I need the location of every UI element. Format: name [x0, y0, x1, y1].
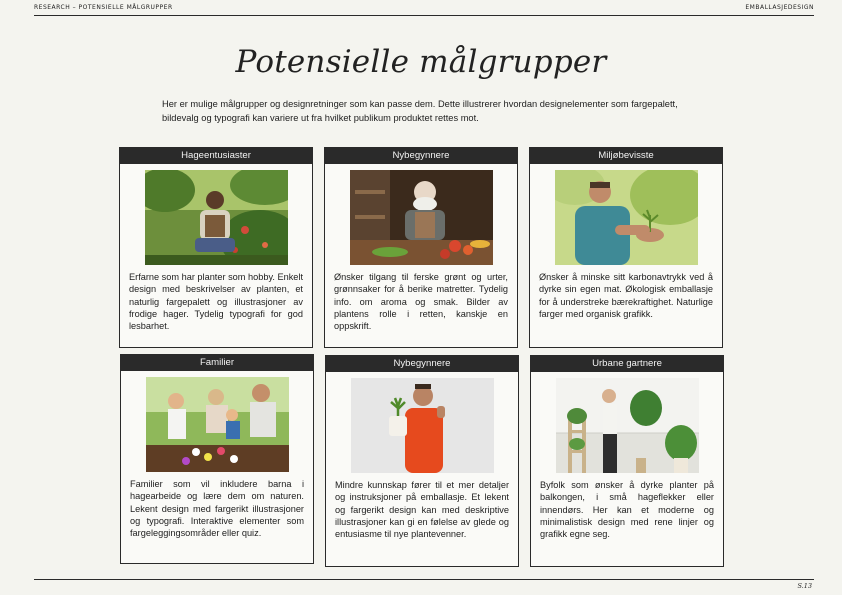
card-nybegynnere-1	[324, 147, 518, 348]
card-description: Mindre kunnskap fører til et mer detaljer og instruksjoner på emballasje. Et lekent og fargerikt design kan med deskriptive illustrasjoner kan gi en følelse av glede og entusiasme til nye plantevenner.	[335, 480, 509, 540]
card-title: Hageentusiaster	[120, 148, 312, 164]
card-title: Miljøbevisste	[530, 148, 722, 164]
cook-photo	[350, 170, 493, 265]
page-number: S.13	[797, 582, 812, 590]
urban-gardener-photo	[556, 378, 699, 473]
card-title: Urbane gartnere	[531, 356, 723, 372]
card-nybegynnere-2	[325, 355, 519, 567]
card-description: Ønsker tilgang til ferske grønt og urter, grønnsaker for å berike matretter. Tydelig info. om aroma og smak. Bilder av plantens rolle i retten, kanskje en oppskrift.	[334, 272, 508, 332]
intro-paragraph: Her er mulige målgrupper og designretninger som kan passe dem. Dette illustrerer hvordan designelementer som fargepalett, bildevalg og typografi kan variere ut fra hvilket publikum produktet rettes mot.	[162, 99, 678, 123]
card-urbane-gartnere	[530, 355, 724, 567]
page-title: Potensielle målgrupper	[235, 44, 607, 80]
gardener-photo	[145, 170, 288, 265]
card-familier	[120, 354, 314, 564]
man-holding-pot-photo	[351, 378, 494, 473]
family-garden-photo	[146, 377, 289, 472]
running-header	[34, 4, 814, 11]
card-description: Erfarne som har planter som hobby. Enkelt design med beskrivelser av planten, et naturlig fargepalett og illustrasjoner av frodige hager. Tydelig typografi for god lesbarhet.	[129, 272, 303, 332]
card-description: Byfolk som ønsker å dyrke planter på balkongen, i små hageflekker eller innendørs. Her kan et moderne og minimalistisk design med rene linjer og grafikk egne seg.	[540, 480, 714, 540]
card-miljobevisste	[529, 147, 723, 348]
top-rule	[34, 15, 814, 16]
card-hageentusiaster	[119, 147, 313, 348]
card-description: Familier som vil inkludere barna i hagearbeide og lære dem om naturen. Lekent design med fargerikt illustrasjoner og typografi. Interaktive elementer som fargeleggingsområder eller quiz.	[130, 479, 304, 539]
header-left: RESEARCH – POTENSIELLE MÅLGRUPPER	[34, 4, 173, 11]
card-title: Familier	[121, 355, 313, 371]
card-title: Nybegynnere	[326, 356, 518, 372]
card-title: Nybegynnere	[325, 148, 517, 164]
man-with-plant-photo	[555, 170, 698, 265]
header-right: EMBALLASJEDESIGN	[745, 4, 814, 11]
bottom-rule	[34, 579, 814, 580]
card-description: Ønsker å minske sitt karbonavtrykk ved å dyrke sin egen mat. Økologisk emballasje for å understreke bærekraftighet. Naturlige farger med organisk grafikk.	[539, 272, 713, 319]
